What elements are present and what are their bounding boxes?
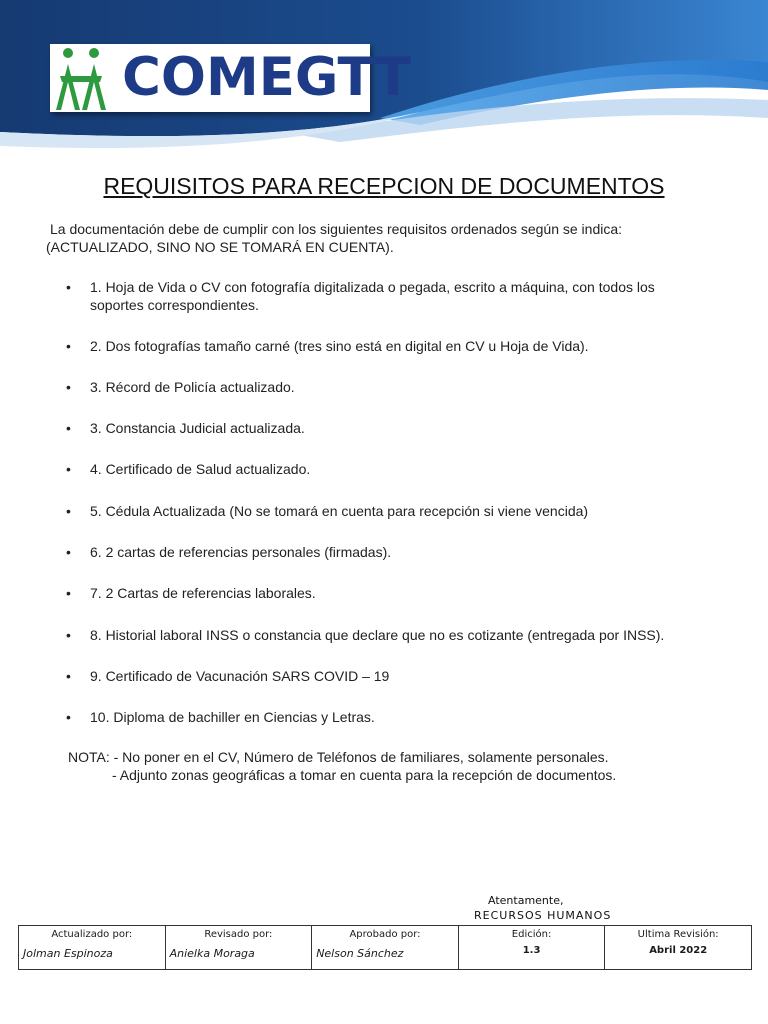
page-title: REQUISITOS PARA RECEPCION DE DOCUMENTOS: [103, 173, 665, 199]
approved-label: Aprobado por:: [349, 929, 421, 940]
logo-text: COMEGTT: [122, 47, 411, 108]
revision-table: [18, 925, 752, 970]
comegtt-logo-icon: [54, 46, 108, 112]
intro-line-1: La documentación debe de cumplir con los siguientes requisitos ordenados según se indica:: [50, 221, 623, 237]
list-item: • 7. 2 Cartas de referencias laborales.: [66, 584, 706, 602]
requirements-list: [66, 278, 706, 726]
approved-cell: [312, 926, 459, 970]
list-item: • 1. Hoja de Vida o CV con fotografía digitalizada o pegada, escrito a máquina, con todos los soportes correspondientes.: [66, 278, 706, 314]
note-line-2: - Adjunto zonas geográficas a tomar en cuenta para la recepción de documentos.: [112, 767, 617, 783]
list-item: • 5. Cédula Actualizada (No se tomará en cuenta para recepción si viene vencida): [66, 502, 706, 520]
list-item: • 4. Certificado de Salud actualizado.: [66, 460, 706, 478]
note-line-1: NOTA: - No poner en el CV, Número de Teléfonos de familiares, solamente personales.: [68, 749, 609, 765]
reviewed-cell: [165, 926, 312, 970]
reviewed-label: Revisado por:: [204, 929, 273, 940]
signature-block: [474, 893, 611, 923]
list-item: • 8. Historial laboral INSS o constancia que declare que no es cotizante (entregada por INSS).: [66, 626, 706, 644]
reviewed-value: Anielka Moraga: [169, 947, 255, 960]
list-item: • 9. Certificado de Vacunación SARS COVID – 19: [66, 667, 706, 685]
list-item: • 6. 2 cartas de referencias personales (firmadas).: [66, 543, 706, 561]
note-block: [68, 748, 728, 784]
intro-line-2: (ACTUALIZADO, SINO NO SE TOMARÁ EN CUENTA).: [46, 239, 394, 255]
edition-cell: [458, 926, 605, 970]
edition-label: Edición:: [511, 929, 552, 940]
revision-value: Abril 2022: [649, 945, 708, 956]
updated-cell: [19, 926, 166, 970]
revision-label: Ultima Revisión:: [637, 929, 719, 940]
approved-value: Nelson Sánchez: [316, 947, 404, 960]
list-item: • 2. Dos fotografías tamaño carné (tres sino está en digital en CV u Hoja de Vida).: [66, 337, 706, 355]
edition-value: 1.3: [522, 945, 541, 956]
list-item: • 3. Récord de Policía actualizado.: [66, 378, 706, 396]
signature-department: RECURSOS HUMANOS: [474, 909, 612, 922]
updated-value: Jolman Espinoza: [23, 947, 113, 960]
list-item: • 3. Constancia Judicial actualizada.: [66, 419, 706, 437]
updated-label: Actualizado por:: [51, 929, 133, 940]
list-item: • 10. Diploma de bachiller en Ciencias y Letras.: [66, 708, 706, 726]
revision-cell: [605, 926, 752, 970]
intro-paragraph: [46, 220, 736, 256]
signature-greeting: Atentamente,: [488, 894, 564, 907]
